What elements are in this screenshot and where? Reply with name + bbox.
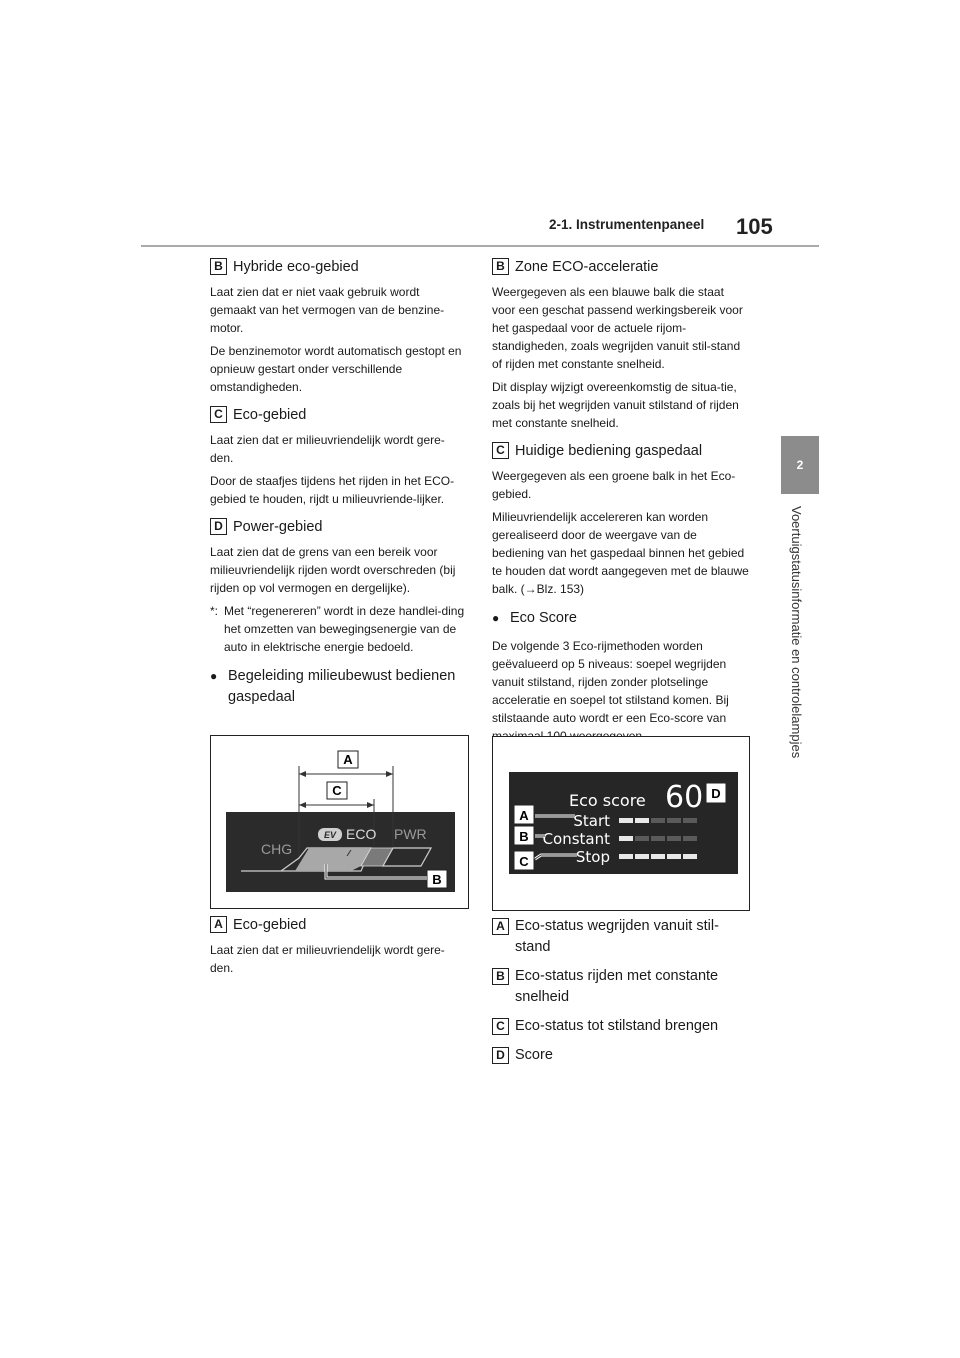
chapter-tab: 2	[781, 436, 819, 494]
callout-d: D	[711, 786, 721, 801]
eco-score-figure	[492, 736, 750, 911]
bullet-heading	[492, 608, 750, 629]
level-segment	[651, 818, 665, 823]
legend-a	[492, 916, 750, 958]
eco-score-illustration	[493, 737, 749, 910]
heading-eco	[210, 406, 468, 423]
callout-c: C	[519, 854, 529, 869]
eco-indicator-figure	[210, 735, 469, 909]
callout-a: A	[519, 808, 529, 823]
badge-b: B	[492, 968, 509, 985]
heading-hybrid-eco	[210, 258, 468, 275]
badge-d: D	[492, 1047, 509, 1064]
badge-b: B	[492, 258, 509, 275]
level-segment	[635, 818, 649, 823]
level-segment	[667, 836, 681, 841]
left-column	[210, 256, 468, 716]
paragraph: De volgende 3 Eco-rijmethoden worden geëvalueerd op 5 niveaus: soepel wegrijden vanuit stilstand, rijden zonder plotselinge acceleratie en soepel tot stilstand komen. Bij stilstaande auto wordt er een Eco-score van	[492, 639, 729, 725]
level-segment	[651, 854, 665, 859]
level-segment	[635, 854, 649, 859]
page-number: 105	[736, 214, 773, 239]
level-segment	[619, 836, 633, 841]
badge-d: D	[210, 518, 227, 535]
level-segment	[667, 854, 681, 859]
level-segment	[651, 836, 665, 841]
chg-label: CHG	[261, 841, 293, 857]
heading-text: Eco-gebied	[233, 916, 307, 933]
paragraph: Laat zien dat de grens van een bereik voor milieuvriendelijk rijden wordt overschreden (bij rijden op vol vermogen en dergelijke).	[210, 545, 456, 595]
bullet-heading	[210, 666, 468, 708]
legend-text: Score	[515, 1047, 553, 1063]
paragraph: Dit display wijzigt overeenkomstig de situa-tie, zoals bij het wegrijden vanuit stilstand of rijden met constante snelheid.	[492, 380, 739, 430]
paragraph: Weergegeven als een blauwe balk die staat voor een geschat passend werkingsbereik voor het gaspedaal voor de actuele rijom-standigheden, zoals wegrijden vanuit stil-stand of rijden met constante snelheid.	[492, 285, 743, 371]
ev-icon	[318, 828, 342, 841]
level-segment	[683, 854, 697, 859]
badge-c: C	[492, 442, 509, 459]
legend-d	[492, 1045, 750, 1066]
legend-text: Eco-status wegrijden vanuit stil-stand	[515, 918, 719, 955]
level-segment	[683, 836, 697, 841]
footnote-mark: *:	[210, 604, 219, 618]
bullet-text: Eco Score	[510, 610, 577, 626]
paragraph: Laat zien dat er milieuvriendelijk wordt gere-den.	[210, 943, 445, 975]
callout-c: C	[332, 783, 342, 798]
svg-text:EV: EV	[323, 830, 337, 840]
paragraph: Laat zien dat er milieuvriendelijk wordt gere-den.	[210, 433, 445, 465]
left-column-bottom	[210, 914, 468, 982]
heading-zone-eco-acceleration	[492, 258, 750, 275]
level-segment	[683, 818, 697, 823]
footnote	[210, 602, 468, 656]
heading-text: Eco-gebied	[233, 406, 307, 423]
eco-score-value: 60	[665, 780, 704, 815]
right-legend	[492, 916, 750, 1072]
badge-c: C	[492, 1018, 509, 1035]
callout-a: A	[343, 752, 353, 767]
eco-indicator-illustration	[211, 736, 468, 908]
heading-text: Zone ECO-acceleratie	[515, 258, 659, 275]
row-label-stop: Stop	[575, 848, 610, 866]
badge-a: A	[210, 916, 227, 933]
paragraph: Milieuvriendelijk accelereren kan worden gerealiseerd door de weergave van de bediening van het gaspedaal binnen het gebied te houden dat wordt aangegeven met de blauwe balk. (→Blz. 153)	[492, 510, 749, 596]
legend-b	[492, 966, 750, 1008]
badge-b: B	[210, 258, 227, 275]
level-segment	[619, 854, 633, 859]
row-label-constant: Constant	[542, 830, 610, 848]
legend-text: Eco-status tot stilstand brengen	[515, 1018, 719, 1034]
pwr-label: PWR	[394, 826, 427, 842]
eco-score-title: Eco score	[569, 791, 646, 810]
paragraph: De benzinemotor wordt automatisch gestopt en opnieuw gestart onder verschillende omstandigheden.	[210, 344, 462, 394]
heading-text: Huidige bediening gaspedaal	[515, 442, 703, 459]
bullet-icon: ●	[210, 669, 218, 683]
bullet-text: Begeleiding milieubewust bedienen gaspedaal	[228, 668, 456, 705]
heading-text: Hybride eco-gebied	[233, 258, 359, 275]
badge-a: A	[492, 918, 509, 935]
legend-c	[492, 1016, 750, 1037]
chapter-title: Voertuigstatusinformatie en controlelampjes	[789, 506, 804, 759]
section-title: 2-1. Instrumentenpaneel	[549, 217, 705, 232]
callout-b: B	[432, 872, 442, 887]
badge-c: C	[210, 406, 227, 423]
legend-text: Eco-status rijden met constante snelheid	[515, 968, 719, 1005]
row-label-start: Start	[573, 812, 610, 830]
level-segment	[667, 818, 681, 823]
bullet-icon: ●	[492, 611, 500, 625]
paragraph: Door de staafjes tijdens het rijden in het ECO-gebied te houden, rijdt u milieuvriende-lijker.	[210, 474, 455, 506]
heading-power	[210, 518, 468, 535]
eco-label: ECO	[346, 826, 377, 842]
level-segment	[635, 836, 649, 841]
heading-text: Power-gebied	[233, 518, 323, 535]
footnote-text: Met “regenereren” wordt in deze handlei-ding het omzetten van bewegingsenergie van de auto in elektrische energie bedoeld.	[224, 604, 465, 654]
heading-current-pedal	[492, 442, 750, 459]
header-rule	[141, 245, 819, 247]
level-segment	[619, 818, 633, 823]
paragraph: Laat zien dat er niet vaak gebruik wordt gemaakt van het vermogen van de benzine-motor.	[210, 285, 445, 335]
right-column	[492, 256, 750, 750]
callout-b: B	[519, 829, 529, 844]
heading-eco-a	[210, 916, 468, 933]
paragraph: Weergegeven als een groene balk in het Eco-gebied.	[492, 469, 736, 501]
